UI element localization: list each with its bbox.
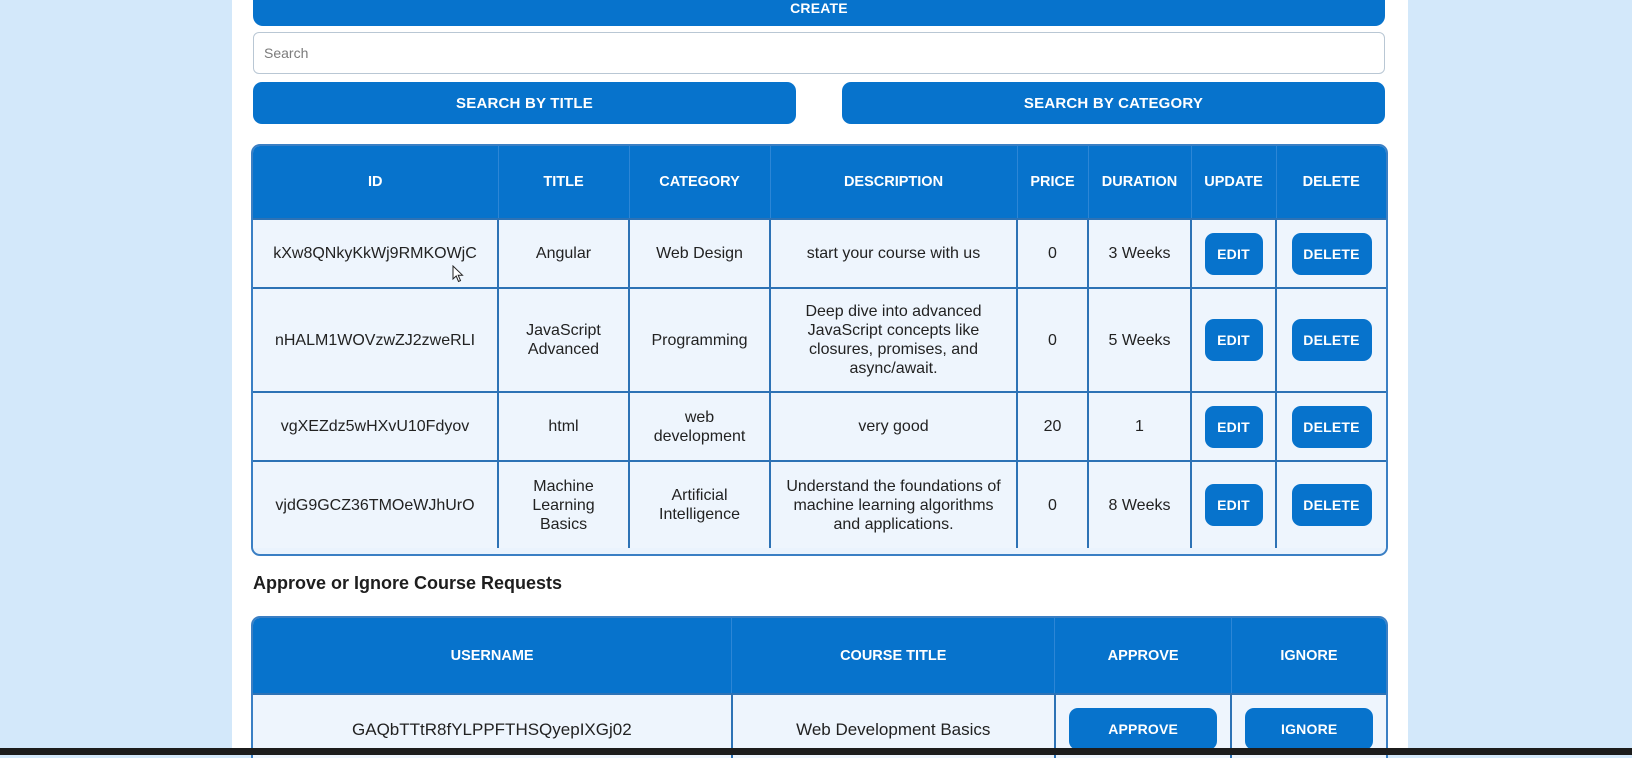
delete-cell bbox=[1276, 219, 1386, 288]
edit-button[interactable]: EDIT bbox=[1205, 406, 1263, 448]
course-id: vgXEZdz5wHXvU10Fdyov bbox=[253, 392, 498, 461]
delete-button[interactable]: DELETE bbox=[1292, 233, 1372, 275]
course-category: Artificial Intelligence bbox=[629, 461, 770, 548]
table-row bbox=[253, 219, 1386, 288]
column-header-course-title: COURSE TITLE bbox=[732, 618, 1055, 694]
course-category: Programming bbox=[629, 288, 770, 392]
edit-button[interactable]: EDIT bbox=[1205, 233, 1263, 275]
course-description: start your course with us bbox=[770, 219, 1017, 288]
course-description: Deep dive into advanced JavaScript concepts like closures, promises, and async/await. bbox=[770, 288, 1017, 392]
requests-table bbox=[251, 616, 1388, 758]
request-course-title: Web Development Basics bbox=[732, 694, 1055, 758]
create-button[interactable]: CREATE bbox=[253, 0, 1385, 26]
update-cell bbox=[1191, 461, 1276, 548]
course-category: web development bbox=[629, 392, 770, 461]
search-by-category-button[interactable]: SEARCH BY CATEGORY bbox=[842, 82, 1385, 124]
search-input[interactable] bbox=[253, 32, 1385, 74]
course-title: Machine Learning Basics bbox=[498, 461, 629, 548]
search-by-title-button[interactable]: SEARCH BY TITLE bbox=[253, 82, 796, 124]
course-duration: 1 bbox=[1088, 392, 1191, 461]
course-price: 0 bbox=[1017, 219, 1088, 288]
approve-button[interactable]: APPROVE bbox=[1069, 708, 1217, 750]
column-header-username: USERNAME bbox=[253, 618, 732, 694]
course-title: html bbox=[498, 392, 629, 461]
column-header-delete: DELETE bbox=[1276, 146, 1386, 219]
delete-cell bbox=[1276, 392, 1386, 461]
column-header-category: CATEGORY bbox=[629, 146, 770, 219]
delete-button[interactable]: DELETE bbox=[1292, 406, 1372, 448]
course-title: Angular bbox=[498, 219, 629, 288]
column-header-ignore: IGNORE bbox=[1231, 618, 1386, 694]
course-title: JavaScript Advanced bbox=[498, 288, 629, 392]
column-header-description: DESCRIPTION bbox=[770, 146, 1017, 219]
column-header-duration: DURATION bbox=[1088, 146, 1191, 219]
delete-cell bbox=[1276, 288, 1386, 392]
table-row bbox=[253, 392, 1386, 461]
delete-button[interactable]: DELETE bbox=[1292, 484, 1372, 526]
courses-table bbox=[251, 144, 1388, 556]
requests-heading: Approve or Ignore Course Requests bbox=[253, 573, 563, 593]
bottom-bar bbox=[0, 748, 1632, 755]
course-id: nHALM1WOVzwZJ2zweRLI bbox=[253, 288, 498, 392]
course-duration: 5 Weeks bbox=[1088, 288, 1191, 392]
course-id: kXw8QNkyKkWj9RMKOWjC bbox=[253, 219, 498, 288]
course-duration: 8 Weeks bbox=[1088, 461, 1191, 548]
request-username: GAQbTTtR8fYLPPFTHSQyepIXGj02 bbox=[253, 694, 732, 758]
delete-cell bbox=[1276, 461, 1386, 548]
update-cell bbox=[1191, 288, 1276, 392]
course-category: Web Design bbox=[629, 219, 770, 288]
course-price: 0 bbox=[1017, 288, 1088, 392]
course-id: vjdG9GCZ36TMOeWJhUrO bbox=[253, 461, 498, 548]
delete-button[interactable]: DELETE bbox=[1292, 319, 1372, 361]
course-price: 20 bbox=[1017, 392, 1088, 461]
column-header-approve: APPROVE bbox=[1055, 618, 1232, 694]
column-header-title: TITLE bbox=[498, 146, 629, 219]
table-row bbox=[253, 288, 1386, 392]
ignore-button[interactable]: IGNORE bbox=[1245, 708, 1373, 750]
edit-button[interactable]: EDIT bbox=[1205, 319, 1263, 361]
course-duration: 3 Weeks bbox=[1088, 219, 1191, 288]
mouse-pointer-icon bbox=[452, 265, 464, 283]
column-header-update: UPDATE bbox=[1191, 146, 1276, 219]
course-description: very good bbox=[770, 392, 1017, 461]
column-header-id: ID bbox=[253, 146, 498, 219]
table-header-row bbox=[253, 618, 1386, 694]
course-price: 0 bbox=[1017, 461, 1088, 548]
table-header-row bbox=[253, 146, 1386, 219]
column-header-price: PRICE bbox=[1017, 146, 1088, 219]
update-cell bbox=[1191, 392, 1276, 461]
edit-button[interactable]: EDIT bbox=[1205, 484, 1263, 526]
update-cell bbox=[1191, 219, 1276, 288]
course-description: Understand the foundations of machine learning algorithms and applications. bbox=[770, 461, 1017, 548]
table-row bbox=[253, 461, 1386, 548]
